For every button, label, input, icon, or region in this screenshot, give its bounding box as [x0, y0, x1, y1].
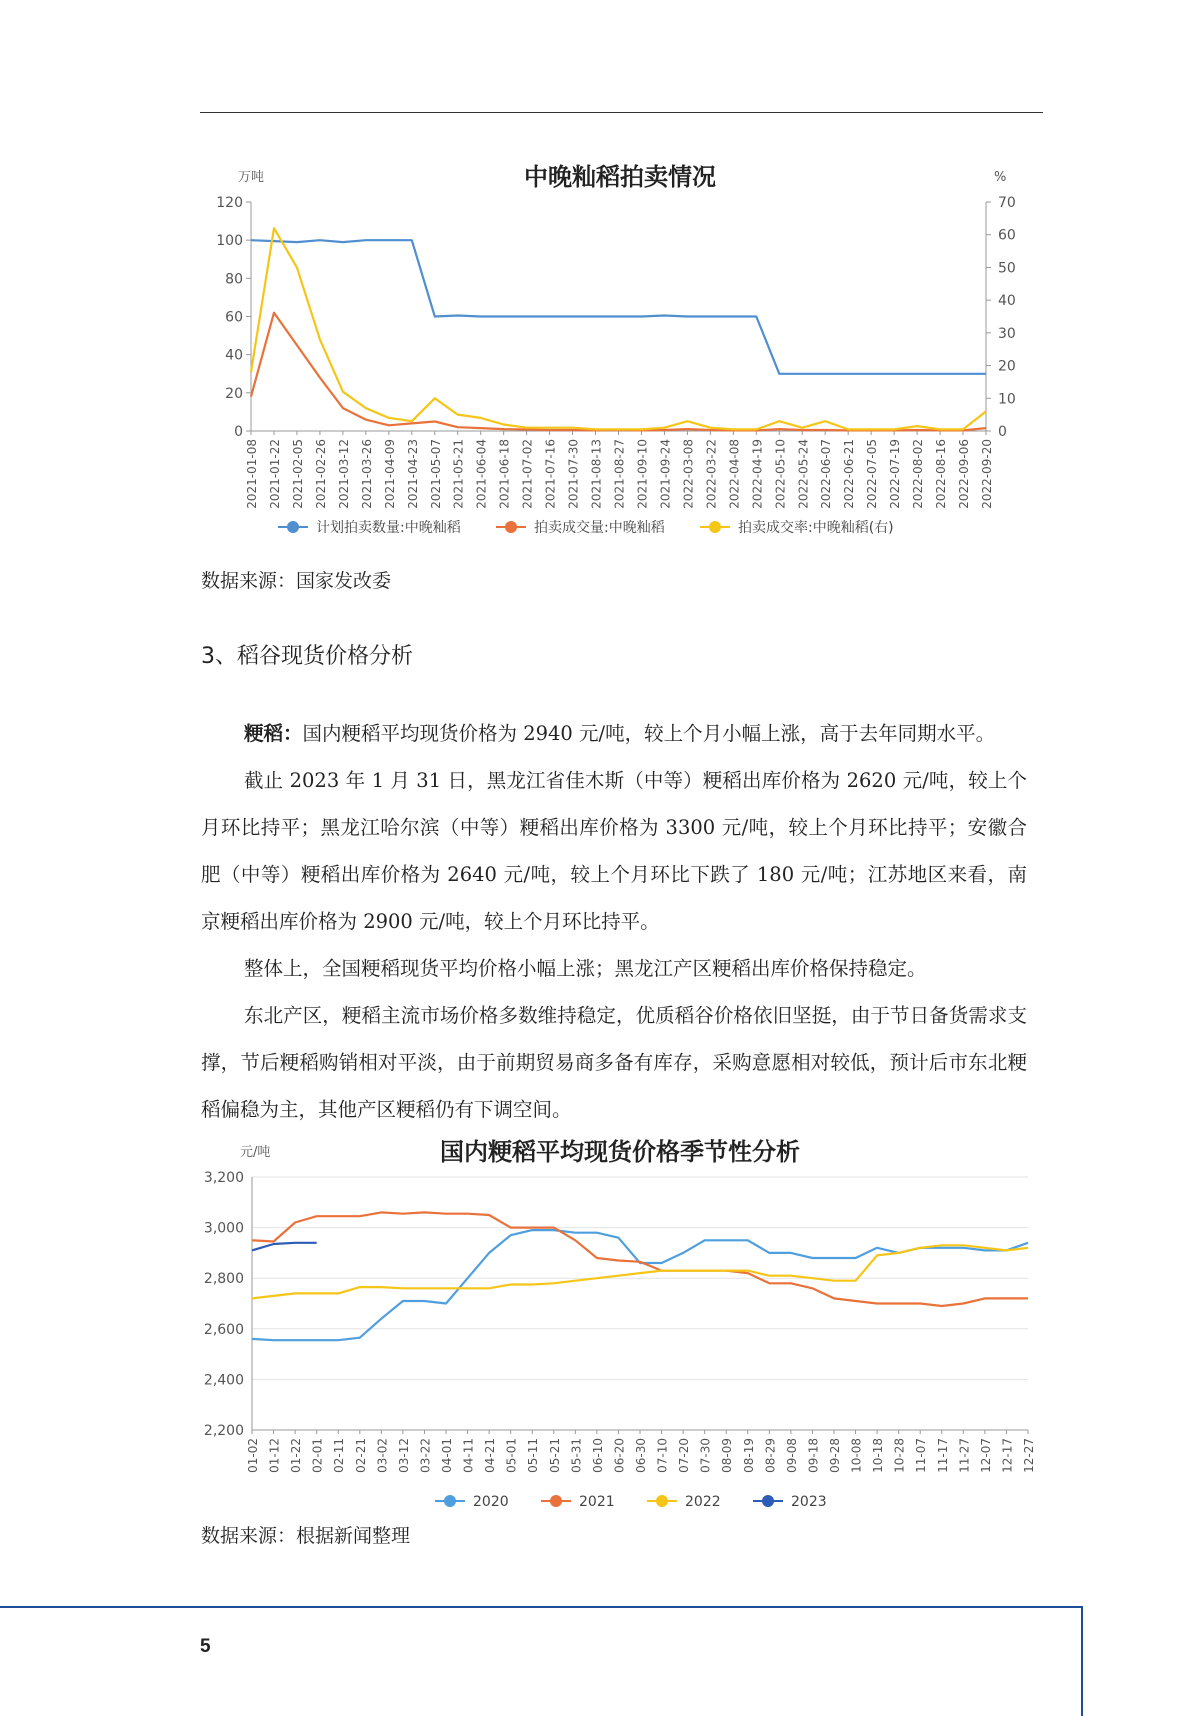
x-tick-label: 02-21 [353, 1438, 368, 1473]
x-tick-label: 10-08 [849, 1438, 864, 1473]
x-tick-label: 06-30 [634, 1438, 648, 1473]
y-tick-label: 0 [234, 424, 243, 440]
x-tick-label: 2021-04-09 [382, 439, 397, 509]
y-tick-label: 60 [225, 309, 243, 326]
series-line-拍卖成交率:中晚籼稻(右) [251, 228, 986, 429]
y-tick-label: 80 [225, 271, 243, 288]
x-tick-label: 2022-04-08 [727, 439, 742, 509]
x-tick-label: 2022-03-22 [704, 439, 719, 509]
x-tick-label: 2021-09-10 [635, 439, 650, 509]
x-tick-label: 11-07 [914, 1438, 929, 1473]
x-tick-label: 12-27 [1022, 1438, 1036, 1473]
series-line-2022 [252, 1245, 1028, 1298]
x-tick-label: 08-09 [720, 1438, 735, 1473]
y-tick-label: 3,000 [203, 1220, 244, 1237]
x-tick-label: 2021-05-21 [451, 439, 466, 509]
y-tick-label: 120 [216, 195, 243, 211]
y2-tick-label: 0 [998, 424, 1007, 440]
legend-marker [709, 521, 721, 533]
x-tick-label: 2022-08-16 [934, 439, 949, 509]
x-tick-label: 12-17 [1000, 1438, 1015, 1473]
x-tick-label: 2022-05-10 [773, 439, 788, 509]
series-line-2023 [252, 1243, 317, 1251]
x-tick-label: 2022-06-07 [819, 439, 834, 509]
x-tick-label: 2022-03-08 [681, 439, 696, 509]
legend-marker [505, 521, 517, 533]
source-note-2: 数据来源：根据新闻整理 [201, 1525, 411, 1547]
x-tick-label: 11-27 [957, 1438, 972, 1473]
y-tick-label: 2,400 [203, 1372, 244, 1389]
x-tick-label: 2022-09-20 [980, 439, 994, 509]
y-tick-label: 2,600 [203, 1321, 244, 1338]
y-tick-label: 2,800 [203, 1271, 244, 1288]
legend-marker [762, 1495, 774, 1507]
x-tick-label: 09-28 [828, 1438, 842, 1473]
series-line-计划拍卖数量:中晚籼稻 [251, 240, 986, 374]
chart-title: 中晚籼稻拍卖情况 [524, 163, 716, 191]
x-tick-label: 05-01 [504, 1438, 519, 1473]
paragraph-3: 整体上，全国粳稻现货平均价格小幅上涨；黑龙江产区粳稻出库价格保持稳定。 [244, 957, 927, 980]
y2-tick-label: 60 [998, 227, 1016, 244]
x-tick-label: 2022-07-05 [865, 439, 880, 509]
y-tick-label: 20 [225, 385, 243, 402]
y-tick-label: 40 [225, 347, 243, 364]
x-tick-label: 2021-08-13 [589, 439, 604, 509]
footer-frame [0, 1606, 1083, 1716]
x-tick-label: 2021-09-24 [658, 439, 673, 509]
x-tick-label: 2021-08-27 [612, 439, 627, 509]
legend-marker [656, 1495, 668, 1507]
x-tick-label: 05-11 [526, 1438, 541, 1473]
x-tick-label: 2021-07-02 [520, 439, 535, 509]
x-tick-label: 06-10 [590, 1438, 605, 1473]
legend-label: 2023 [791, 1494, 827, 1510]
y-tick-label: 100 [216, 233, 243, 250]
legend-label: 拍卖成交量:中晚籼稻 [534, 520, 665, 536]
y2-tick-label: 50 [998, 260, 1016, 277]
x-tick-label: 2021-05-07 [428, 439, 443, 509]
y-tick-label: 2,200 [203, 1423, 244, 1439]
x-tick-label: 06-20 [612, 1438, 627, 1473]
x-tick-label: 03-12 [396, 1438, 411, 1473]
series-line-拍卖成交量:中晚籼稻 [251, 313, 986, 431]
paragraph-1 [201, 710, 1027, 757]
x-tick-label: 2021-01-22 [267, 439, 282, 509]
x-tick-label: 09-18 [806, 1438, 821, 1473]
paragraph-1-lead: 粳稻： [244, 722, 303, 745]
x-tick-label: 04-21 [483, 1438, 498, 1473]
x-tick-label: 10-28 [892, 1438, 907, 1473]
paragraph-4: 东北产区，粳稻主流市场价格多数维持稳定，优质稻谷价格依旧坚挺，由于节日备货需求支撑，节后粳稻购销相对平淡，由于前期贸易商多备有库存，采购意愿相对较低，预计后市东北粳稻偏稳为主，其他产区粳稻仍有下调空间。 [201, 1004, 1027, 1121]
legend-label: 计划拍卖数量:中晚籼稻 [316, 520, 461, 536]
x-tick-label: 05-31 [569, 1438, 584, 1473]
y2-tick-label: 10 [998, 391, 1016, 408]
x-tick-label: 03-02 [375, 1438, 390, 1473]
price-seasonal-chart [200, 1126, 1040, 1520]
y2-tick-label: 30 [998, 325, 1016, 342]
x-tick-label: 08-19 [741, 1438, 756, 1473]
x-tick-label: 2022-07-19 [888, 439, 903, 509]
header-rule [200, 112, 1043, 113]
series-line-2021 [252, 1212, 1028, 1306]
source-note-1: 数据来源：国家发改委 [201, 570, 392, 592]
x-tick-label: 08-29 [763, 1438, 778, 1473]
legend-label: 2021 [579, 1494, 615, 1510]
x-tick-label: 2022-04-19 [750, 439, 765, 509]
auction-chart [200, 140, 1016, 550]
legend-marker [550, 1495, 562, 1507]
x-tick-label: 01-02 [246, 1438, 260, 1473]
x-tick-label: 02-01 [310, 1438, 325, 1473]
series-line-2020 [252, 1230, 1028, 1340]
y-axis-unit: 万吨 [238, 170, 265, 185]
x-tick-label: 2022-05-24 [796, 439, 811, 509]
y2-axis-unit: % [994, 170, 1007, 185]
y-axis-unit: 元/吨 [240, 1145, 271, 1160]
x-tick-label: 11-17 [935, 1438, 950, 1473]
legend-marker [444, 1495, 456, 1507]
x-tick-label: 2021-07-30 [566, 439, 581, 509]
x-tick-label: 01-12 [267, 1438, 282, 1473]
chart-title: 国内粳稻平均现货价格季节性分析 [440, 1138, 800, 1166]
x-tick-label: 09-08 [784, 1438, 799, 1473]
x-tick-label: 2021-02-26 [313, 439, 328, 509]
x-tick-label: 2021-01-08 [245, 439, 259, 509]
x-tick-label: 04-11 [461, 1438, 476, 1473]
x-tick-label: 2021-07-16 [543, 439, 558, 509]
x-tick-label: 2021-04-23 [405, 439, 420, 509]
y-tick-label: 3,200 [203, 1170, 244, 1186]
paragraph-1-text: 国内粳稻平均现货价格为 2940 元/吨，较上个月小幅上涨，高于去年同期水平。 [302, 722, 996, 745]
x-tick-label: 07-30 [698, 1438, 713, 1473]
x-tick-label: 2022-06-21 [842, 439, 857, 509]
x-tick-label: 01-22 [289, 1438, 304, 1473]
x-tick-label: 2021-03-12 [336, 439, 351, 509]
x-tick-label: 10-18 [871, 1438, 886, 1473]
x-tick-label: 2021-06-18 [497, 439, 512, 509]
x-tick-label: 05-21 [547, 1438, 562, 1473]
x-tick-label: 07-20 [677, 1438, 692, 1473]
y2-tick-label: 40 [998, 293, 1016, 310]
x-tick-label: 07-10 [655, 1438, 670, 1473]
x-tick-label: 2022-08-02 [911, 439, 926, 509]
x-tick-label: 12-07 [978, 1438, 993, 1473]
section-heading: 3、稻谷现货价格分析 [201, 644, 413, 669]
legend-label: 拍卖成交率:中晚籼稻(右) [738, 520, 894, 536]
x-tick-label: 2021-03-26 [359, 439, 374, 509]
x-tick-label: 2021-02-05 [290, 439, 305, 509]
paragraph-2: 截止 2023 年 1 月 31 日，黑龙江省佳木斯（中等）粳稻出库价格为 2620 元/吨，较上个月环比持平；黑龙江哈尔滨（中等）粳稻出库价格为 3300 元/吨，较上个月环比持平；安徽合肥（中等）粳稻出库价格为 2640 元/吨，较上个月环比下跌了 180 元/吨；江苏地区来看，南京粳稻出库价格为 2900 元/吨，较上个月环比持平。 [201, 769, 1027, 933]
legend-label: 2020 [473, 1494, 509, 1510]
y2-tick-label: 20 [998, 358, 1016, 375]
legend-marker [287, 521, 299, 533]
page-number: 5 [200, 1636, 211, 1657]
x-tick-label: 2021-06-04 [474, 439, 489, 509]
x-tick-label: 04-01 [440, 1438, 454, 1473]
y2-tick-label: 70 [998, 195, 1016, 211]
x-tick-label: 03-22 [418, 1438, 433, 1473]
x-tick-label: 2022-09-06 [957, 439, 972, 509]
legend-label: 2022 [685, 1494, 721, 1510]
x-tick-label: 02-11 [332, 1438, 347, 1473]
